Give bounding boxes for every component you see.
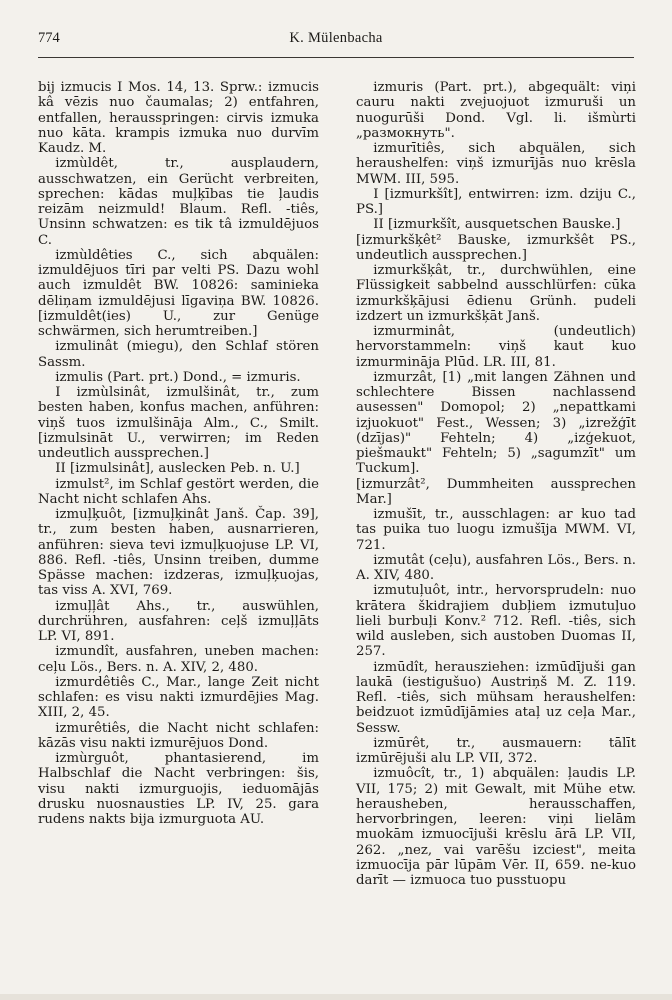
dictionary-entry: izmūdît, herausziehen: izmūdījuši gan laukā (iestigušuo) Austriņš M. Z. 119. Refl. -tiês, sich mühsam heraushelfen: beidzuot izmūdījāmies ataļ uz ceļa Mar., Sessw.: [356, 659, 636, 736]
dictionary-entry: izmurzât, [1) „mit langen Zähnen und schlechtere Bissen nachlassend ausessen" Domopol; 2) „nepattkami izjuokuot" Fest., Wessen; 3) „izrežģīt (dzījas)" Fehteln; 4) „izģekuot, piešmaukt" Fehteln; 5) „sagumzīt" um Tuckum].: [356, 369, 636, 477]
dictionary-entry: izmulst², im Schlaf gestört werden, die Nacht nicht schlafen Ahs.: [38, 476, 319, 507]
dictionary-entry: izmùldêties C., sich abquälen: izmuldējuos tīri par velti PS. Dazu wohl auch izmuldêt BW. 10826: saminieka dēliņam izmuldējusi līgaviņa BW. 10826. [izmuldêt(ies) U., zur Genüge schwärmen, sich herumtreiben.]: [38, 247, 319, 339]
dictionary-entry: izmurêtiês, die Nacht nicht schlafen: kāzās visu nakti izmurējuos Dond.: [38, 720, 319, 751]
page-header: [38, 30, 634, 54]
dictionary-entry: izmulinât (miegu), den Schlaf stören Sassm.: [38, 339, 319, 370]
page-number: 774: [38, 30, 60, 46]
dictionary-entry: izmuļķuôt, [izmuļķinât Janš. Čap. 39], tr., zum besten haben, ausnarrieren, anführen: sieva tevi izmuļķuojuse LP. VI, 886. Refl. -tiês, Unsinn treiben, dumme Spässe machen: izdzeras, izmuļķuojas, tas viss A. XVI, 769.: [38, 507, 319, 599]
dictionary-entry: II [izmurkšît, ausquetschen Bauske.]: [373, 217, 621, 233]
dictionary-entry: bij izmucis I Mos. 14, 13. Sprw.: izmucis kâ vēzis nuo čaumalas; 2) entfahren, entfallen, herausspringen: cirvis izmuka nuo kāta. krampis izmuka nuo durvīm Kaudz. M.: [38, 80, 319, 156]
page-edge: [0, 994, 672, 1000]
dictionary-entry: izmundît, ausfahren, uneben machen: ceļu Lös., Bers. n. A. XIV, 2, 480.: [38, 644, 319, 675]
header-rule: [38, 57, 634, 58]
dictionary-entry: izmuôcît, tr., 1) abquälen: ļaudis LP. VII, 175; 2) mit Gewalt, mit Mühe etw. herausheben, herausschaffen, hervorbringen, leeren: viņi lielām muokām izmuocījuši krēslu ārā LP. VII, 262. „nez, vai varēšu izciest", meita izmuocīja pār lūpām Vēr. II, 659. ne-kuo darīt — izmuoca tuo pusstuopu: [356, 766, 636, 888]
dictionary-entry: izmurītiês, sich abquälen, sich heraushelfen: viņš izmurījās nuo krēsla MWM. III, 595.: [356, 141, 636, 187]
dictionary-entry: izmutât (ceļu), ausfahren Lös., Bers. n. A. XIV, 480.: [356, 552, 636, 583]
dictionary-entry: [izmurkšķêt² Bauske, izmurkšêt PS., undeutlich aussprechen.]: [356, 232, 636, 263]
dictionary-entry: I [izmurkšît], entwirren: izm. dziju C., PS.]: [356, 186, 636, 217]
dictionary-entry: izmutuļuôt, intr., hervorsprudeln: nuo krātera škidrajiem dubļiem izmutuļuo lieli burbuļi Konv.² 712. Refl. -tiês, sich wild ausleben, sich austoben Duomas II, 257.: [356, 583, 636, 660]
dictionary-entry: izmušīt, tr., ausschlagen: ar kuo tad tas puika tuo luogu izmušīja MWM. VI, 721.: [356, 507, 636, 553]
dictionary-entry: izmurkšķât, tr., durchwühlen, eine Flüssigkeit sabbelnd ausschlürfen: cūka izmurkšķājusi ēdienu Grünh. pudeli izdzert un izmurkšķāt Janš.: [356, 263, 636, 324]
dictionary-entry: I izmùlsinât, izmulšinât, tr., zum besten haben, konfus machen, anführen: viņš tuos izmulšināja Alm., C., Smilt. [izmulsināt U., verwirren; im Reden undeutlich aussprechen.]: [38, 385, 319, 461]
dictionary-entry: II [izmulsinât], auslecken Peb. n. U.]: [55, 461, 300, 477]
dictionary-entry: izmùrguôt, phantasierend, im Halbschlaf die Nacht verbringen: šis, visu nakti izmurguojis, ieduomājās drusku nuosnausties LP. IV, 25. gara rudens nakts bija izmurguota AU.: [38, 751, 319, 827]
running-head: K. Mülenbacha: [289, 30, 383, 46]
dictionary-entry: izmurminât, (undeutlich) hervorstammeln: viņš kaut kuo izmurmināja Plūd. LR. III, 81.: [356, 324, 636, 370]
dictionary-entry: izmulis (Part. prt.) Dond., = izmuris.: [55, 369, 301, 385]
dictionary-entry: izmurdêtiês C., Mar., lange Zeit nicht schlafen: es visu nakti izmurdējies Mag. XIII, 2, 45.: [38, 674, 319, 721]
dictionary-entry: izmuļļât Ahs., tr., auswühlen, durchrühren, ausfahren: ceļš izmuļļāts LP. VI, 891.: [38, 598, 319, 644]
dictionary-entry: izmūrêt, tr., ausmauern: tālīt izmūrējuši alu LP. VII, 372.: [356, 735, 636, 766]
left-column: [38, 80, 319, 827]
dictionary-entry: [izmurzât², Dummheiten aussprechen Mar.]: [356, 476, 636, 507]
right-column: [356, 80, 636, 888]
dictionary-entry: izmuris (Part. prt.), abgequält: viņi cauru nakti zvejuojuot izmuruši un nuogurūši Dond. Vgl. li. išmùrti „размокнуть".: [356, 80, 636, 141]
dictionary-entry: izmùldêt, tr., ausplaudern, ausschwatzen, ein Gerücht verbreiten, sprechen: kādas muļķības tie ļaudis reizām neizmuld! Blaum. Refl. -tiês, Unsinn schwatzen: es tik tâ izmuldējuos C.: [38, 156, 319, 248]
